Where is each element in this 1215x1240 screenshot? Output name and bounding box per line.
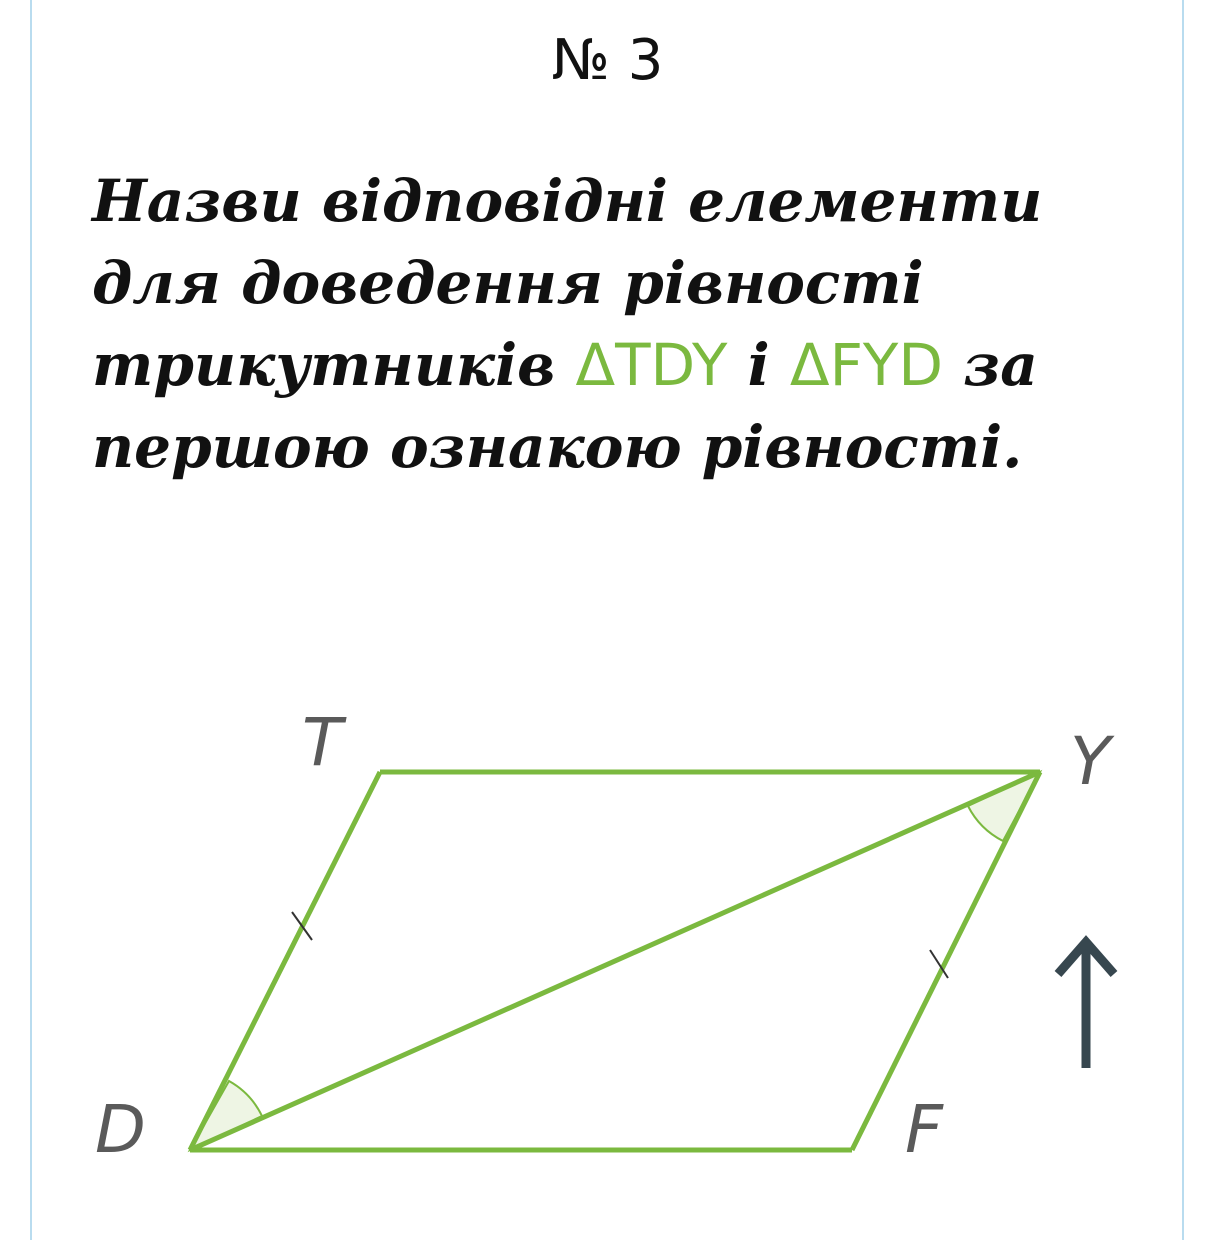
- side-dt: [190, 772, 380, 1150]
- angle-mark-y: [968, 772, 1040, 841]
- triangle-tdy-label: ΔTDY: [575, 331, 728, 399]
- angle-mark-d: [190, 1081, 262, 1150]
- vertex-label-t: T: [302, 704, 343, 781]
- task-text-line-4: першою ознакою рівності.: [92, 413, 1023, 481]
- vertex-label-f: F: [905, 1091, 943, 1168]
- side-yf: [852, 772, 1040, 1150]
- arrow-up-icon[interactable]: [1050, 930, 1122, 1072]
- task-text-line-1: Назви відповідні елементи: [92, 167, 1043, 235]
- task-number: № 3: [551, 28, 664, 93]
- task-text-and: і: [727, 331, 790, 399]
- task-text-line-3-start: трикутників: [92, 331, 576, 399]
- task-text-line-3-end: за: [943, 331, 1038, 399]
- triangle-fyd-label: ΔFYD: [789, 331, 944, 399]
- task-text-line-2: для доведення рівності: [92, 249, 924, 317]
- vertex-label-d: D: [95, 1091, 146, 1168]
- vertex-label-y: Y: [1070, 723, 1111, 800]
